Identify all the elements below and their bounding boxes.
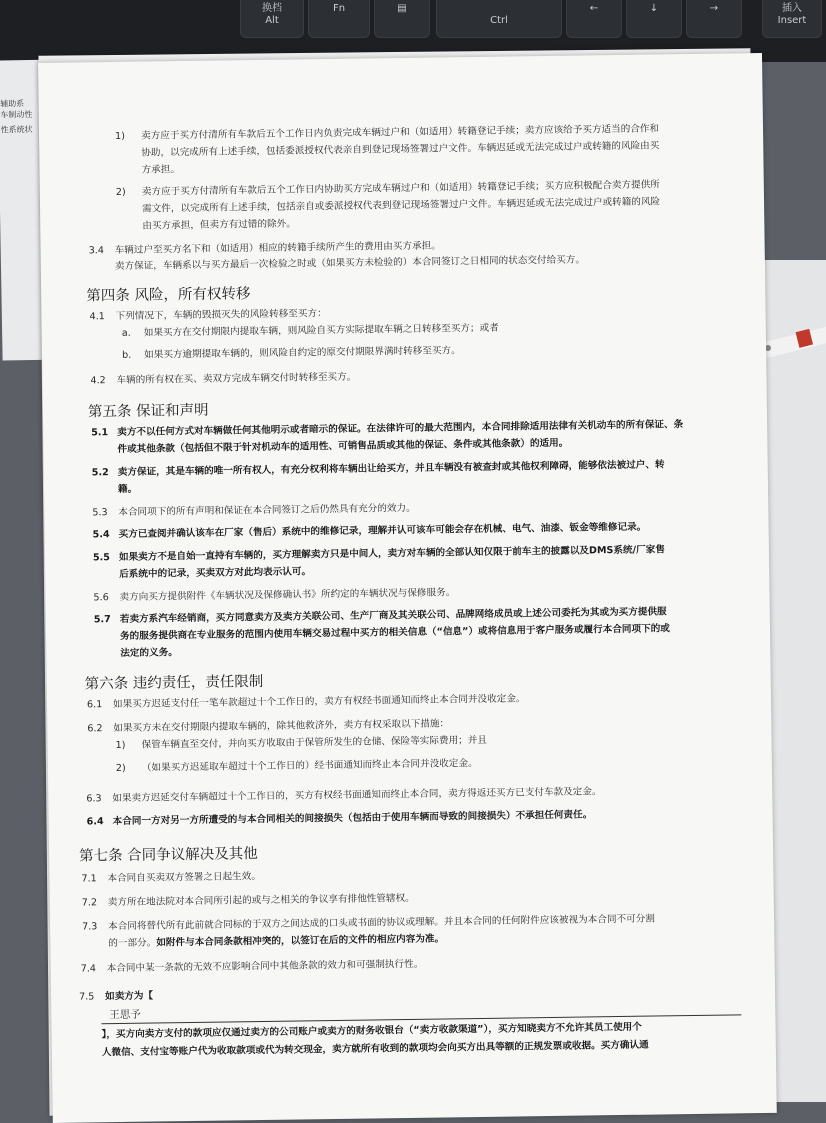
clause-letter: b. <box>122 349 132 361</box>
clause-5-7-line: 若卖方系汽车经销商，买方同意卖方及卖方关联公司、生产厂商及其关联公司、品牌网络成员或上述公司委托为其或为买方提供服 <box>119 606 667 625</box>
clause-7-5-lead: 如卖方为【 <box>105 990 154 1003</box>
clause-5-6: 卖方向买方提供附件《车辆状况及保修确认书》所约定的车辆状况与保修服务。 <box>119 587 456 603</box>
ctrl-key-bottom: Ctrl <box>490 15 508 26</box>
clause-7-4: 本合同中某一条款的无效不应影响合同中其他条款的效力和可强制执行性。 <box>106 958 424 975</box>
clause-number: 4.1 <box>89 311 105 323</box>
clause-5-3: 本合同项下的所有声明和保证在本合同签订之后仍然具有充分的效力。 <box>118 502 416 518</box>
clause-number: 7.5 <box>79 991 95 1003</box>
ctrl-key <box>436 0 562 38</box>
bg-doc-line: 辅助系 <box>0 99 25 109</box>
clause-7-3-bold: 如附件与本合同条款相冲突的，以签订在后的文件的相应内容为准。 <box>156 933 445 949</box>
menu-key <box>374 0 430 38</box>
item-1-line: 方承担。 <box>141 164 180 176</box>
clause-number: 5.6 <box>93 592 109 604</box>
clause-number: 7.2 <box>81 897 98 909</box>
article-4-heading: 第四条 风险，所有权转移 <box>86 286 251 305</box>
clause-7-1: 本合同自买卖双方签署之日起生效。 <box>107 871 261 885</box>
insert-key-top: 插入 <box>782 3 802 14</box>
clause-number: 5.4 <box>92 529 110 541</box>
clause-6-2: 如果买方未在交付期限内提取车辆的，除其他救济外，卖方有权采取以下措施： <box>113 718 450 735</box>
clause-4-2: 车辆的所有权在买、卖双方完成车辆交付时转移至买方。 <box>116 371 357 386</box>
clause-number: 3.4 <box>88 245 105 257</box>
contract-page <box>38 53 777 1123</box>
item-2-line: 由买方承担，但卖方有过错的除外。 <box>142 218 296 232</box>
clause-number: 5.2 <box>91 467 109 479</box>
clause-7-2: 卖方所在地法院对本合同所引起的或与之相关的争议享有排他性管辖权。 <box>107 892 415 909</box>
item-number: 1) <box>114 130 126 142</box>
article-6-heading: 第六条 违约责任，责任限制 <box>84 673 264 693</box>
clause-number: 5.5 <box>92 552 111 564</box>
clause-number: 6.4 <box>86 816 104 828</box>
clause-number: 6.2 <box>87 723 103 735</box>
item-2-line: 卖方应于买方付清所有车款后五个工作日内协助买方完成车辆过户和（如适用）转籍登记手续；买方应积极配合卖方提供所 <box>141 179 660 198</box>
alt-key-top: 换档 <box>262 3 282 14</box>
clause-number: 7.4 <box>80 963 97 975</box>
clause-5-2-line: 籍。 <box>117 483 138 495</box>
clause-4-1: 下列情况下，车辆的毁损灭失的风险转移至买方： <box>115 308 327 322</box>
clause-5-5-line: 如果卖方不是自始一直持有车辆的，买方理解卖方只是中间人，卖方对车辆的全部认知仅限于前车主的披露以及DMS系统/厂家售 <box>118 544 665 563</box>
clause-7-5-line: 人微信、支付宝等账户代为收取款项或代为转交现金，卖方就所有收到的款项均会向买方出具等额的正规发票或收据。买方确认通 <box>101 1039 649 1059</box>
alt-key-bottom: Alt <box>265 15 279 26</box>
fn-key-top: Fn <box>332 3 346 14</box>
menu-key-icon: ▤ <box>397 3 407 14</box>
bg-doc-line: 性系统状 <box>0 124 33 135</box>
clause-6-1: 如果买方迟延支付任一笔车款超过十个工作日的，卖方有权经书面通知而终止本合同并没收定金。 <box>112 693 526 711</box>
item-1-line: 卖方应于买方付清所有车款后五个工作日内负责完成车辆过户和（如适用）转籍登记手续；卖方应该给予买方适当的合作和 <box>140 123 660 142</box>
clause-letter: a. <box>121 327 131 339</box>
clause-7-3-plain: 的一部分。 <box>108 937 157 950</box>
insert-key <box>762 0 822 38</box>
clause-4-1-a: 如果买方在交付期限内提取车辆，则风险自买方实际提取车辆之日转移至买方；或者 <box>143 322 499 339</box>
clause-5-7-line: 法定的义务。 <box>120 647 178 659</box>
item-number: 1) <box>115 739 126 752</box>
clause-5-7-line: 务的服务提供商在专业服务的范围内使用车辆交易过程中买方的相关信息（“信息”）或将信息用于客户服务或履行本合同项下的或 <box>119 623 670 642</box>
pen-icon <box>758 320 826 360</box>
item-number: 2) <box>115 762 126 775</box>
article-7-heading: 第七条 合同争议解决及其他 <box>79 846 258 865</box>
alt-key <box>240 0 304 38</box>
insert-key-bottom: Insert <box>777 15 807 26</box>
clause-3-4-line: 车辆过户至买方名下和（如适用）相应的转籍手续所产生的费用由买方承担。 <box>114 240 441 257</box>
clause-5-1-line: 件或其他条款（包括但不限于针对机动车的适用性、可销售品质或其他的保证、条件或其他条款）的适用。 <box>117 437 569 455</box>
fn-key <box>308 0 370 38</box>
clause-number: 7.3 <box>82 921 98 933</box>
clause-number: 4.2 <box>90 375 106 387</box>
clause-5-4: 买方已查阅并确认该车在厂家（售后）系统中的维修记录，理解并认可该车可能会存在机械、电气、油漆、钣金等维修记录。 <box>118 521 647 540</box>
clause-number: 5.1 <box>91 427 109 439</box>
clause-7-5-line: 】，买方向卖方支付的款项应仅通过卖方的公司账户或卖方的财务收银台（“卖方收款渠道”），买方知晓卖方不允许其员工使用个 <box>101 1021 642 1041</box>
clause-6-3: 如果卖方迟延交付车辆超过十个工作日的，买方有权经书面通知而终止本合同，卖方得返还买方已支付车款及定金。 <box>112 786 602 805</box>
bg-doc-line: 车制动性 <box>0 109 33 120</box>
clause-3-4-line: 卖方保证，车辆系以与买方最后一次检验之时或（如果买方未检验的）本合同签订之日相同的状态交付给买方。 <box>114 254 586 273</box>
down-arrow-key <box>626 0 682 38</box>
seller-name: 王思予 <box>109 1008 141 1022</box>
clause-number: 6.3 <box>86 793 102 805</box>
right-arrow-key <box>686 0 742 38</box>
left-arrow-icon: ← <box>589 3 599 14</box>
right-arrow-icon: → <box>709 3 719 14</box>
seller-name-underline <box>101 1014 741 1024</box>
clause-number: 6.1 <box>86 699 103 711</box>
clause-number: 7.1 <box>81 873 97 885</box>
clause-7-3-line: 本合同将替代所有此前就合同标的于双方之间达成的口头或书面的协议或理解。并且本合同的任何附件应该被视为本合同不可分割 <box>108 913 655 933</box>
clause-5-2-line: 卖方保证，其是车辆的唯一所有权人，有充分权利将车辆出让给买方，并且车辆没有被查封或其他权利障碍，能够依法被过户、转 <box>117 459 665 478</box>
clause-6-2-2: （如果买方迟延取车超过十个工作日的）经书面通知而终止本合同并没收定金。 <box>141 757 478 774</box>
left-arrow-key <box>566 0 622 38</box>
clause-5-5-line: 后系统中的记录，买卖双方对此均表示认可。 <box>119 566 312 580</box>
article-5-heading: 第五条 保证和声明 <box>87 402 209 421</box>
clause-number: 5.3 <box>92 507 108 519</box>
clause-6-2-1: 保管车辆直至交付，并向买方收取由于保管所发生的仓储、保险等实际费用；并且 <box>141 734 487 751</box>
item-number: 2) <box>115 186 126 198</box>
clause-5-1-line: 卖方不以任何方式对车辆做任何其他明示或者暗示的保证。在法律许可的最大范围内，本合同排除适用法律有关机动车的所有保证、条 <box>117 419 684 438</box>
clause-4-1-b: 如果买方逾期提取车辆的，则风险自约定的原交付期限界满时转移至买方。 <box>144 345 461 361</box>
clause-number: 5.7 <box>93 614 111 626</box>
clause-6-4: 本合同一方对另一方所遭受的与本合同相关的间接损失（包括由于使用车辆而导致的间接损失）不承担任何责任。 <box>112 809 593 828</box>
clause-7-3-line-2 <box>108 932 444 951</box>
item-2-line: 需文件，以完成所有上述手续，包括亲自或委派授权代表到登记现场签署过户文件。车辆迟延或无法完成过户或转籍的风险 <box>142 196 661 215</box>
down-arrow-icon: ↓ <box>649 3 659 14</box>
item-1-line: 协助，以完成所有上述手续，包括委派授权代表亲自到登记现场签署过户文件。车辆迟延或无法完成过户或转籍的风险由买 <box>141 140 660 159</box>
